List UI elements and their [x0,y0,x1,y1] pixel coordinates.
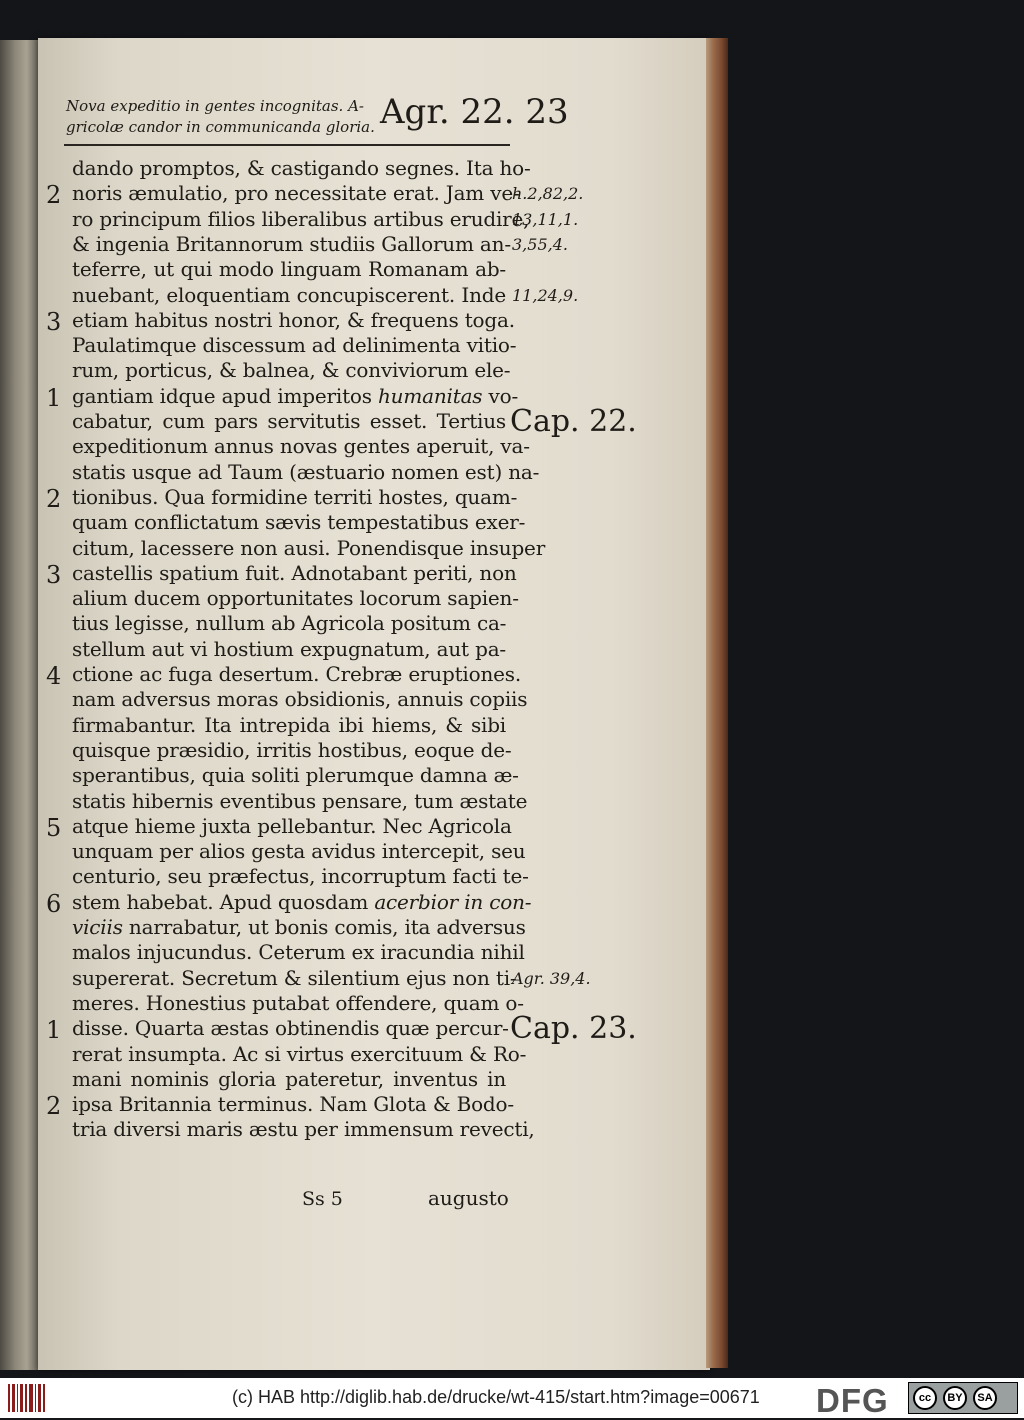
text-line: tius legisse, nullum ab Agricola positum ca- [72,611,507,636]
header-rule [64,144,510,146]
cross-reference: h.2,82,2. [512,184,584,204]
catchword: augusto [428,1186,509,1210]
hab-logo [8,1384,48,1412]
text-line: unquam per alios gesta avidus intercepit, seu [72,839,526,864]
text-line: sperantibus, quia soliti plerumque damna æ- [72,763,519,788]
chapter-mark: Cap. 23. [510,1011,637,1047]
text-line: expeditionum annus novas gentes aperuit, va- [72,434,530,459]
signature-mark: Ss 5 [302,1188,343,1210]
text-line: quisque præsidio, irritis hostibus, eoque de- [72,737,512,762]
sa-icon: SA [973,1386,997,1410]
text-line: ctione ac fuga desertum. Crebræ eruptiones. [72,662,522,686]
text-line: noris æmulatio, pro necessitate erat. Jam ve- [72,181,520,206]
running-head-line-1: Nova expeditio in gentes incognitas. A- [66,97,364,115]
text-line: ro principum filios liberalibus artibus erudire, [72,206,530,231]
margin-number: 2 [46,1092,62,1121]
facing-page-edge [0,40,38,1370]
margin-number: 3 [46,307,62,336]
text-line: rerat insumpta. Ac si virtus exercituum & Ro- [72,1041,527,1066]
margin-number: 1 [46,383,62,412]
text-line: supererat. Secretum & silentium ejus non ti- [72,965,517,990]
text-line: stellum aut vi hostium expugnatum, aut pa- [72,636,506,661]
text-line: tria diversi maris æstu per immensum revecti, [72,1117,535,1142]
text-line: teferre, ut qui modo linguam Romanam ab- [72,257,506,282]
text-line: stem habebat. Apud quosdam acerbior in con- [72,889,532,914]
cross-reference: Agr. 39,4. [512,968,591,988]
text-line: centurio, seu præfectus, incorruptum facti te- [72,864,529,889]
text-line: alium ducem opportunitates locorum sapien- [72,586,519,611]
cross-reference: 13,11,1. [512,209,579,229]
cross-reference: 3,55,4. [512,234,568,254]
text-line: & ingenia Britannorum studiis Gallorum an- [72,231,511,256]
chapter-mark: Cap. 22. [510,404,637,439]
text-line: statis hibernis eventibus pensare, tum æstate [72,788,528,813]
page-fore-edge [706,38,728,1368]
margin-number: 1 [46,1016,62,1045]
running-head [66,96,386,138]
page-reference: Agr. 22. 23 [380,92,569,132]
text-line: disse. Quarta æstas obtinendis quæ percur- [72,1016,509,1041]
text-line: mani nominis gloria pateretur, inventus in [72,1066,506,1091]
dfg-logo: DFG [816,1382,889,1419]
cc-icon: cc [913,1386,937,1410]
text-line: gantiam idque apud imperitos humanitas vo- [72,383,519,408]
cross-reference: 11,24,9. [512,285,579,305]
text-line: quam conflictatum sævis tempestatibus exer- [72,510,526,535]
text-line: castellis spatium fuit. Adnotabant periti, non [72,560,517,585]
text-line: meres. Honestius putabat offendere, quam o- [72,990,524,1015]
text-line: ipsa Britannia terminus. Nam Glota & Bodo- [72,1092,514,1117]
text-line: dando promptos, & castigando segnes. Ita ho- [72,156,531,180]
text-line: Paulatimque discessum ad delinimenta vitio- [72,333,517,358]
margin-number: 2 [46,484,62,513]
text-line: nuebant, eloquentiam concupiscerent. Inde [72,282,506,307]
text-line: etiam habitus nostri honor, & frequens toga. [72,307,515,332]
text-line: atque hieme juxta pellebantur. Nec Agricola [72,813,512,838]
margin-number: 5 [46,813,62,842]
cc-license-badge[interactable] [908,1382,1018,1414]
text-line: cabatur, cum pars servitutis esset. Tertius [72,409,506,433]
text-line: citum, lacessere non ausi. Ponendisque insuper [72,535,546,560]
text-line: firmabantur. Ita intrepida ibi hiems, & sibi [72,712,506,737]
margin-number: 2 [46,181,62,210]
credit-link[interactable]: (c) HAB http://diglib.hab.de/drucke/wt-415/start.htm?image=00671 [232,1387,760,1407]
text-line: nam adversus moras obsidionis, annuis copiis [72,687,528,712]
viewer-footer [0,1378,1024,1418]
text-line: malos injucundus. Ceterum ex iracundia nihil [72,940,525,965]
text-line: tionibus. Qua formidine territi hostes, quam- [72,484,518,509]
margin-number: 6 [46,889,62,918]
by-icon: BY [943,1386,967,1410]
running-head-line-2: gricolæ candor in communicanda gloria. [66,118,375,136]
text-line: viciis narrabatur, ut bonis comis, ita adversus [72,915,526,939]
margin-number: 4 [46,662,62,690]
margin-number: 3 [46,560,62,589]
text-line: statis usque ad Taum (æstuario nomen est) na- [72,459,540,484]
text-line: rum, porticus, & balnea, & conviviorum ele- [72,358,511,383]
